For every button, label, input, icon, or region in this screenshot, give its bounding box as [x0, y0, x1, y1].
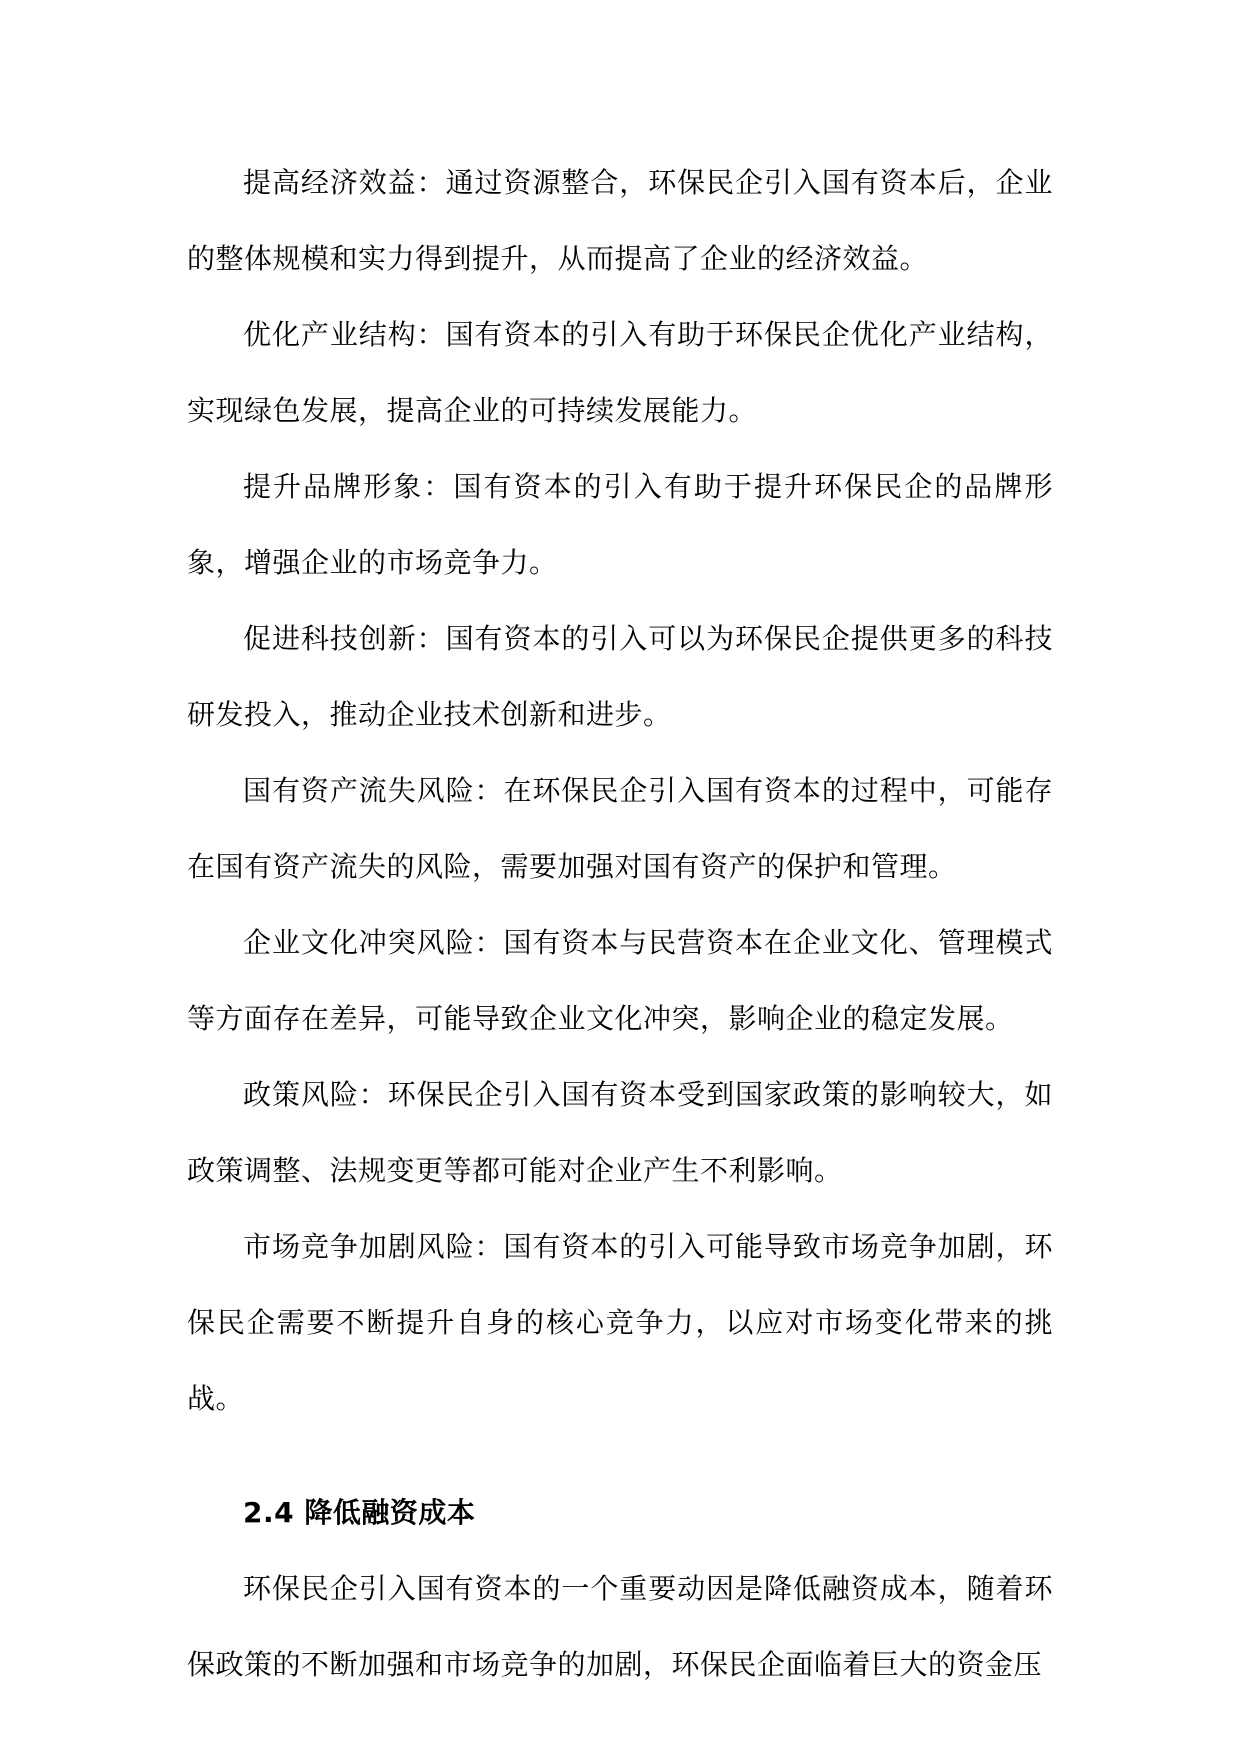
paragraph-industry-structure: 优化产业结构：国有资本的引入有助于环保民企优化产业结构，实现绿色发展，提高企业的可持续发展能力。 [187, 318, 1053, 427]
paragraph-brand-image: 提升品牌形象：国有资本的引入有助于提升环保民企的品牌形象，增强企业的市场竞争力。 [187, 470, 1053, 579]
paragraph-financing-cost: 环保民企引入国有资本的一个重要动因是降低融资成本，随着环保政策的不断加强和市场竞争的加剧，环保民企面临着巨大的资金压 [187, 1572, 1053, 1681]
paragraph-culture-conflict-risk: 企业文化冲突风险：国有资本与民营资本在企业文化、管理模式等方面存在差异，可能导致企业文化冲突，影响企业的稳定发展。 [187, 926, 1053, 1035]
paragraph-tech-innovation: 促进科技创新：国有资本的引入可以为环保民企提供更多的科技研发投入，推动企业技术创新和进步。 [187, 622, 1053, 731]
paragraph-economic-benefit: 提高经济效益：通过资源整合，环保民企引入国有资本后，企业的整体规模和实力得到提升，从而提高了企业的经济效益。 [187, 166, 1053, 275]
paragraph-competition-risk: 市场竞争加剧风险：国有资本的引入可能导致市场竞争加剧，环保民企需要不断提升自身的核心竞争力，以应对市场变化带来的挑战。 [187, 1230, 1053, 1415]
paragraph-state-asset-risk: 国有资产流失风险：在环保民企引入国有资本的过程中，可能存在国有资产流失的风险，需要加强对国有资产的保护和管理。 [187, 774, 1053, 883]
document-body [187, 145, 1053, 1703]
section-heading: 2.4 降低融资成本 [243, 1496, 476, 1529]
paragraph-policy-risk: 政策风险：环保民企引入国有资本受到国家政策的影响较大，如政策调整、法规变更等都可能对企业产生不利影响。 [187, 1078, 1053, 1187]
